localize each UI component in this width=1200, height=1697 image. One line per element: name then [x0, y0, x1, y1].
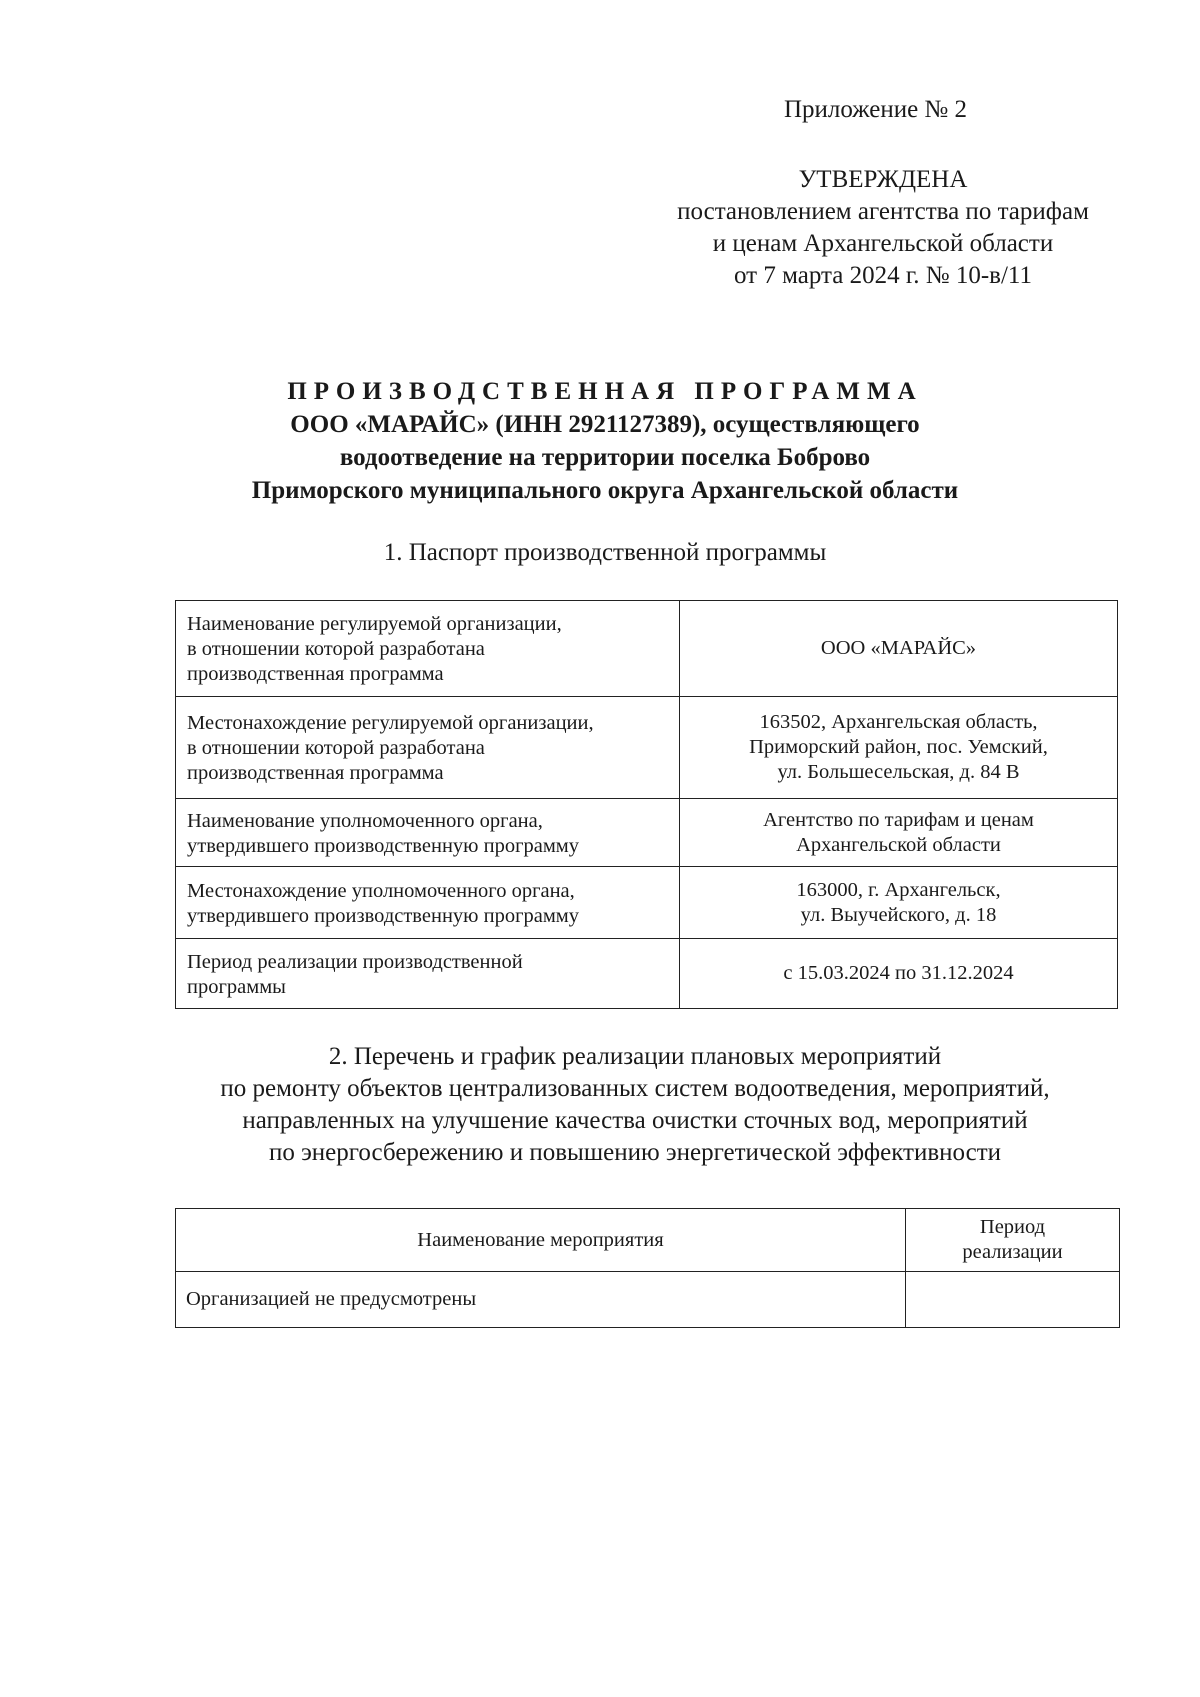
cell-text: с 15.03.2024 по 31.12.2024 [783, 962, 1014, 984]
cell-text: программы [187, 975, 286, 998]
cell-text: Период реализации производственной [187, 950, 523, 973]
table-row [176, 601, 1118, 697]
table-cell-key [176, 799, 680, 867]
title-line: водоотведение на территории поселка Боброво [339, 444, 871, 471]
table-cell-value [680, 601, 1118, 697]
approval-stamp-text: УТВЕРЖДЕНА [798, 166, 968, 193]
table-row [176, 799, 1118, 867]
heading-line: по ремонту объектов централизованных систем водоотведения, мероприятий, [220, 1075, 1050, 1102]
cell-text: Наименование уполномоченного органа, [187, 809, 543, 832]
appendix-label: Приложение № 2 [784, 96, 968, 123]
title-line: Приморского муниципального округа Архангельской области [251, 477, 959, 504]
decree-line: и ценам Архангельской области [712, 230, 1054, 257]
cell-text: Наименование регулируемой организации, [187, 613, 562, 635]
cell-text: утвердившего производственную программу [187, 904, 580, 927]
cell-text: в отношении которой разработана [187, 638, 485, 660]
cell-text: 163502, Архангельская область, [759, 711, 1038, 733]
column-header-period [906, 1209, 1120, 1272]
cell-text: Приморский район, пос. Уемский, [749, 736, 1048, 758]
cell-text: ООО «МАРАЙС» [820, 637, 977, 659]
table-cell-key [176, 867, 680, 939]
table-header-row [176, 1209, 1120, 1272]
passport-table [175, 600, 1118, 1009]
table-cell-value [680, 939, 1118, 1009]
cell-text: ул. Выучейского, д. 18 [800, 903, 997, 926]
table-cell-period [906, 1272, 1120, 1328]
cell-text: ул. Большесельская, д. 84 В [777, 761, 1020, 783]
table-row [176, 697, 1118, 799]
cell-text: Архангельской области [796, 833, 1001, 856]
approval-block [640, 164, 1126, 292]
table-row [176, 867, 1118, 939]
table-cell-key [176, 939, 680, 1009]
title-line: ПРОИЗВОДСТВЕННАЯ ПРОГРАММА [287, 378, 923, 405]
cell-text: Агентство по тарифам и ценам [763, 808, 1034, 831]
decree-line: от 7 марта 2024 г. № 10-в/11 [733, 262, 1033, 289]
events-table [175, 1208, 1120, 1328]
heading-line: по энергосбережению и повышению энергетической эффективности [268, 1139, 1002, 1166]
cell-text: производственная программа [187, 762, 444, 784]
table-cell-name: Организацией не предусмотрены [176, 1272, 906, 1328]
table-cell-value [680, 867, 1118, 939]
header-text: реализации [962, 1241, 1063, 1263]
column-header-name: Наименование мероприятия [176, 1209, 906, 1272]
cell-text: утвердившего производственную программу [187, 834, 580, 857]
cell-text: Местонахождение уполномоченного органа, [187, 879, 575, 902]
heading-line: направленных на улучшение качества очистки сточных вод, мероприятий [242, 1107, 1028, 1134]
section-1-heading: 1. Паспорт производственной программы [383, 539, 827, 566]
table-cell-value [680, 697, 1118, 799]
cell-text: в отношении которой разработана [187, 737, 485, 759]
section-2-heading [150, 1041, 1120, 1169]
decree-line: постановлением агентства по тарифам [677, 198, 1089, 225]
heading-line: 2. Перечень и график реализации плановых мероприятий [328, 1043, 942, 1070]
cell-text: 163000, г. Архангельск, [796, 878, 1001, 901]
table-row [176, 1272, 1120, 1328]
title-line: ООО «МАРАЙС» (ИНН 2921127389), осуществляющего [290, 411, 920, 438]
cell-text: Местонахождение регулируемой организации, [187, 712, 594, 734]
table-row [176, 939, 1118, 1009]
document-title [170, 375, 1040, 507]
table-cell-value [680, 799, 1118, 867]
cell-text: производственная программа [187, 663, 444, 685]
table-cell-key [176, 601, 680, 697]
table-cell-key [176, 697, 680, 799]
header-text: Период [979, 1216, 1046, 1238]
